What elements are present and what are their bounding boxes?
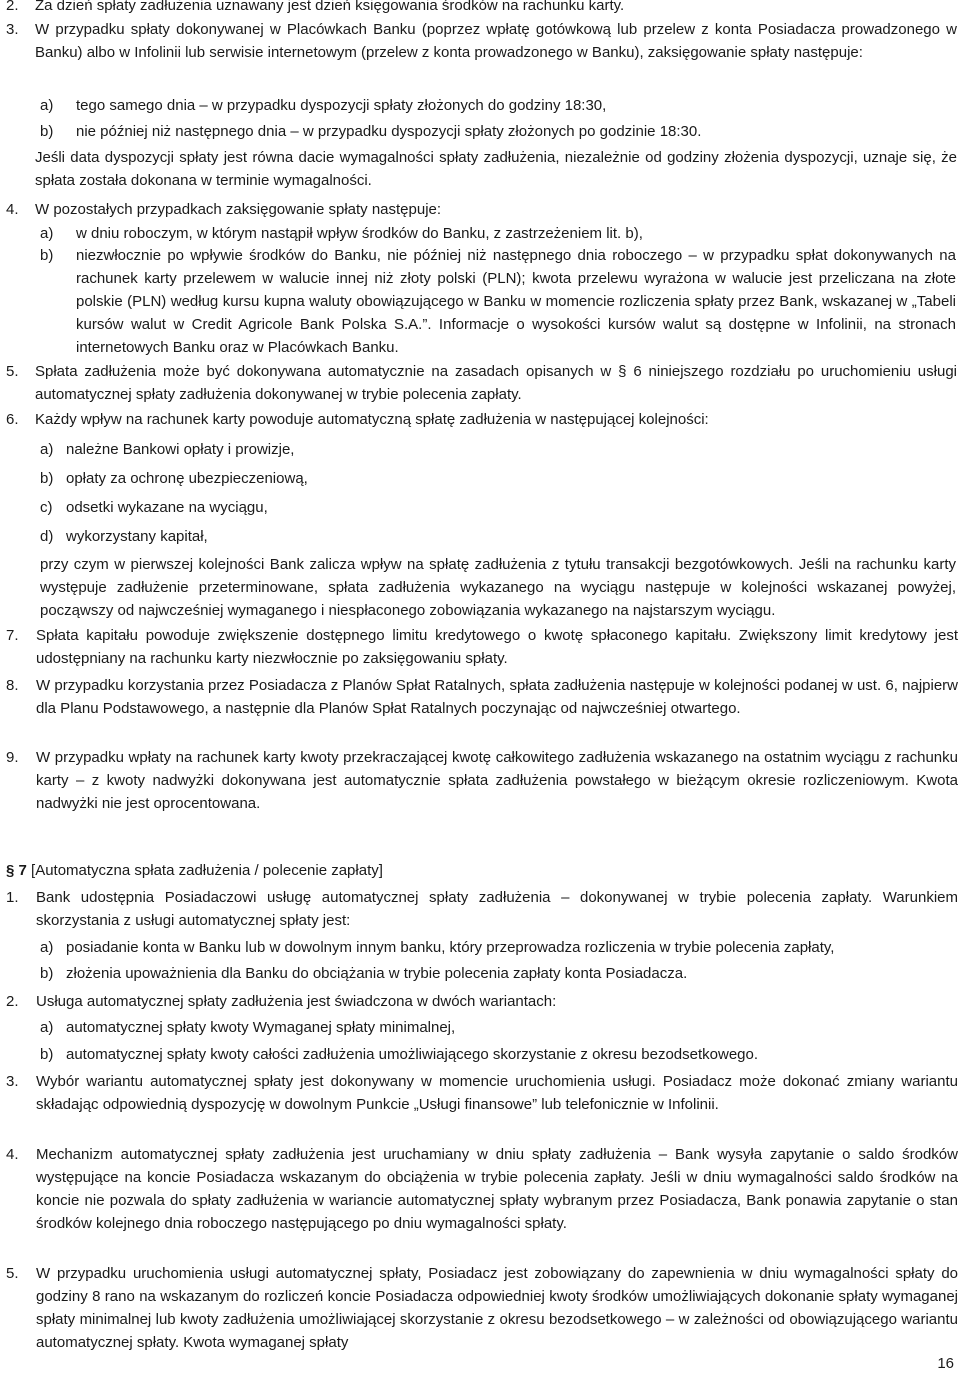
item-letter: a) <box>40 225 54 242</box>
item-letter: b) <box>40 123 54 140</box>
item-text: W przypadku uruchomienia usługi automatycznej spłaty, Posiadacz jest zobowiązany do zapewnienia w dniu wymagalności spłaty do godziny 8 rano na wskazanym do rozliczeń koncie Posiadacza odpowiedniej kwoty środków umożliwiających dokonanie spłaty wymaganej spłaty minimalnej lub kwoty zadłużenia umożliwiającej skorzystanie z okresu bezodsetkowego – w zależności od obowiązującego wariantu automatycznej spłaty. Kwota wymaganej spłaty <box>36 1265 958 1351</box>
item-letter: b) <box>40 470 54 487</box>
paragraph-text: przy czym w pierwszej kolejności Bank zalicza wpływ na spłatę zadłużenia z tytułu transakcji bezgotówkowych. Jeśli na rachunku karty występuje zadłużenie przeterminowane, spłata zadłużenia wykazanego na wyciągu następuje w kolejności wskazanej powyżej, począwszy od najwcześniej wymaganego i niespłaconego zobowiązania wykazanego na najstarszym wyciągu. <box>40 556 956 619</box>
item-number: 4. <box>6 201 19 218</box>
item-letter: a) <box>40 97 54 114</box>
item-letter: d) <box>40 528 54 545</box>
item-text: w dniu roboczym, w którym nastąpił wpływ środków do Banku, z zastrzeżeniem lit. b), <box>76 225 643 242</box>
item-number: 3. <box>6 1073 19 1090</box>
section-symbol: § 7 <box>6 862 27 879</box>
page-number: 16 <box>937 1355 954 1372</box>
item-text: Za dzień spłaty zadłużenia uznawany jest dzień księgowania środków na rachunku karty. <box>35 0 625 14</box>
item-text: opłaty za ochronę ubezpieczeniową, <box>66 470 308 487</box>
item-number: 5. <box>6 1265 19 1282</box>
item-text: automatycznej spłaty kwoty całości zadłużenia umożliwiającego skorzystanie z okresu bezodsetkowego. <box>66 1046 759 1063</box>
item-text: Usługa automatycznej spłaty zadłużenia jest świadczona w dwóch wariantach: <box>36 993 557 1010</box>
item-letter: b) <box>40 965 54 982</box>
item-text: W przypadku spłaty dokonywanej w Placówkach Banku (poprzez wpłatę gotówkową lub przelew z konta Posiadacza prowadzonego w Banku) albo w Infolinii lub serwisie internetowym (przelew z konta prowadzonego w Banku), zaksięgowanie spłaty następuje: <box>35 21 957 61</box>
item-text: Spłata kapitału powoduje zwiększenie dostępnego limitu kredytowego o kwotę spłaconego kapitału. Zwiększony limit kredytowy jest udostępniany na rachunku karty niezwłocznie po zaksięgowaniu spłaty. <box>36 627 958 667</box>
item-text: W przypadku korzystania przez Posiadacza z Planów Spłat Ratalnych, spłata zadłużenia następuje w kolejności podanej w ust. 6, najpierw dla Planu Podstawowego, a następnie dla Planów Spłat Ratalnych poczynając od najwcześniej otwartego. <box>36 677 958 717</box>
item-number: 4. <box>6 1146 19 1163</box>
item-number: 9. <box>6 749 19 766</box>
section-title: [Automatyczna spłata zadłużenia / polecenie zapłaty] <box>31 862 383 879</box>
item-text: Spłata zadłużenia może być dokonywana automatycznie na zasadach opisanych w § 6 niniejszego rozdziału po uruchomieniu usługi automatycznej spłaty zadłużenia dokonywanej w trybie polecenia zapłaty. <box>35 363 957 403</box>
item-text: Bank udostępnia Posiadaczowi usługę automatycznej spłaty zadłużenia – dokonywanej w trybie polecenia zapłaty. Warunkiem skorzystania z usługi automatycznej spłaty jest: <box>36 889 958 929</box>
item-text: należne Bankowi opłaty i prowizje, <box>66 441 295 458</box>
item-letter: a) <box>40 441 54 458</box>
item-text: złożenia upoważnienia dla Banku do obciążania w trybie polecenia zapłaty konta Posiadacza. <box>66 965 688 982</box>
section-heading <box>6 859 383 882</box>
item-text: W przypadku wpłaty na rachunek karty kwoty przekraczającej kwotę całkowitego zadłużenia wskazanego na ostatnim wyciągu z rachunku karty – z kwoty nadwyżki dokonywana jest automatycznie spłata zadłużenia powstałego w bieżącym okresie rozliczeniowym. Kwota nadwyżki nie jest oprocentowana. <box>36 749 958 812</box>
item-number: 2. <box>6 993 19 1010</box>
item-letter: b) <box>40 247 54 264</box>
item-text: wykorzystany kapitał, <box>66 528 208 545</box>
item-number: 8. <box>6 677 19 694</box>
item-text: Wybór wariantu automatycznej spłaty jest dokonywany w momencie uruchomienia usługi. Posiadacz może dokonać zmiany wariantu składając odpowiednią dyspozycję w dowolnym Punkcie „Usługi finansowe” lub telefonicznie w Infolinii. <box>36 1073 958 1113</box>
item-text: automatycznej spłaty kwoty Wymaganej spłaty minimalnej, <box>66 1019 456 1036</box>
item-number: 5. <box>6 363 19 380</box>
item-text: W pozostałych przypadkach zaksięgowanie spłaty następuje: <box>35 201 442 218</box>
item-text: nie później niż następnego dnia – w przypadku dyspozycji spłaty złożonych po godzinie 18:30. <box>76 123 702 140</box>
item-text: Każdy wpływ na rachunek karty powoduje automatyczną spłatę zadłużenia w następującej kolejności: <box>35 411 709 428</box>
item-number: 2. <box>6 0 19 14</box>
item-number: 7. <box>6 627 19 644</box>
item-text: Mechanizm automatycznej spłaty zadłużenia jest uruchamiany w dniu spłaty zadłużenia – Bank wysyła zapytanie o saldo środków występujące na koncie Posiadacza wskazanym do obciążenia w trybie polecenia zapłaty. Jeśli w dniu wymagalności saldo środków na koncie nie pozwala do spłaty zadłużenia w wariancie automatycznej spłaty wybranym przez Posiadacza, Bank ponawia zapytanie o stan środków kolejnego dnia roboczego następującego po dniu wymagalności spłaty. <box>36 1146 958 1232</box>
item-number: 1. <box>6 889 19 906</box>
item-letter: a) <box>40 939 54 956</box>
item-text: niezwłocznie po wpływie środków do Banku, nie później niż następnego dnia roboczego – w przypadku spłat dokonywanych na rachunek karty przelewem w walucie innej niż złoty polski (PLN); kwota przelewu wyrażona w walucie jest przeliczana na złote polskie (PLN) według kursu kupna waluty obowiązującego w Banku w momencie rozliczenia spłaty przez Bank, wskazanej w „Tabeli kursów walut w Credit Agricole Bank Polska S.A.”. Informacje o wysokości kursów walut są dostępne w Infolinii, na stronach internetowych Banku oraz w Placówkach Banku. <box>76 247 956 356</box>
paragraph-text: Jeśli data dyspozycji spłaty jest równa dacie wymagalności spłaty zadłużenia, niezależnie od godziny złożenia dyspozycji, uznaje się, że spłata została dokonana w terminie wymagalności. <box>35 149 957 189</box>
item-text: tego samego dnia – w przypadku dyspozycji spłaty złożonych do godziny 18:30, <box>76 97 607 114</box>
item-text: posiadanie konta w Banku lub w dowolnym innym banku, który przeprowadza rozliczenia w trybie polecenia zapłaty, <box>66 939 835 956</box>
item-number: 3. <box>6 21 19 38</box>
item-number: 6. <box>6 411 19 428</box>
item-letter: c) <box>40 499 53 516</box>
item-letter: b) <box>40 1046 54 1063</box>
item-letter: a) <box>40 1019 54 1036</box>
item-text: odsetki wykazane na wyciągu, <box>66 499 268 516</box>
